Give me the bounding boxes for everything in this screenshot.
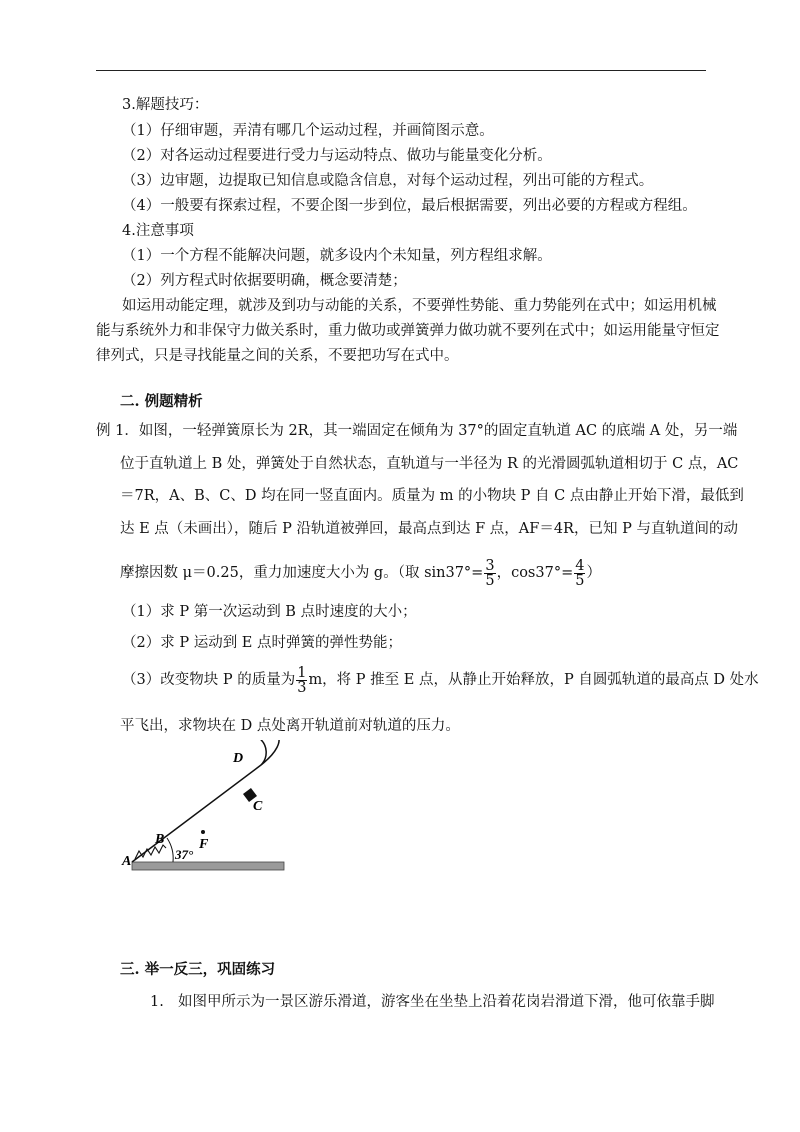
cos-fraction	[574, 559, 585, 588]
ground-base	[132, 862, 284, 870]
sin-denominator: 5	[485, 572, 495, 589]
skills-item-3: （3）边审题，边提取已知信息或隐含信息，对每个运动过程，列出可能的方程式。	[122, 173, 654, 189]
friction-text-mid: ，cos37°=	[496, 565, 574, 581]
notes-heading: 4.注意事项	[122, 223, 194, 239]
question-3	[122, 664, 759, 696]
section3-heading: 三. 举一反三，巩固练习	[120, 961, 276, 978]
skills-item-1: （1）仔细审题，弄清有哪几个运动过程，并画简图示意。	[122, 123, 494, 139]
sin-numerator: 3	[485, 557, 495, 574]
question-3-line-2: 平飞出，求物块在 D 点处离开轨道前对轨道的压力。	[120, 718, 460, 734]
notes-item-2: （2）列方程式时依据要明确，概念要清楚；	[122, 273, 407, 289]
header-rule	[96, 70, 706, 71]
skills-item-2: （2）对各运动过程要进行受力与运动特点、做功与能量变化分析。	[122, 148, 552, 164]
skills-item-4: （4）一般要有探索过程，不要企图一步到位，最后根据需要，列出必要的方程或方程组。	[122, 198, 697, 214]
q3-text-post: m，将 P 推至 E 点，从静止开始释放，P 自圆弧轨道的最高点 D 处水	[308, 672, 759, 688]
friction-text-post: ）	[586, 565, 601, 581]
label-f: F	[199, 837, 209, 852]
cos-denominator: 5	[575, 572, 585, 589]
mass-fraction	[296, 666, 307, 695]
notes-item-1: （1）一个方程不能解决问题，就多设内个未知量，列方程组求解。	[122, 248, 552, 264]
point-f-dot	[201, 830, 205, 834]
mass-numerator: 1	[297, 664, 307, 681]
cos-numerator: 4	[575, 557, 585, 574]
label-c: C	[253, 799, 263, 814]
skills-heading: 3.解题技巧：	[122, 97, 209, 113]
mass-denominator: 3	[297, 679, 307, 696]
practice-item-text: 如图甲所示为一景区游乐滑道，游客坐在坐垫上沿着花岗岩滑道下滑，他可依靠手脚	[178, 994, 715, 1010]
section2-heading: 二. 例题精析	[120, 393, 203, 410]
incline-track	[132, 765, 261, 862]
q3-text-pre: （3）改变物块 P 的质量为	[122, 672, 296, 688]
question-1: （1）求 P 第一次运动到 B 点时速度的大小；	[122, 604, 417, 620]
friction-line	[120, 557, 601, 589]
angle-label: 37°	[175, 847, 194, 862]
question-2: （2）求 P 运动到 E 点时弹簧的弹性势能；	[122, 635, 403, 651]
example-line-3: ＝7R，A、B、C、D 均在同一竖直面内。质量为 m 的小物块 P 自 C 点由静止开始下滑，最低到	[120, 488, 744, 504]
label-d: D	[233, 751, 244, 766]
notes-para-line-1: 如运用动能定理，就涉及到功与动能的关系，不要弹性势能、重力势能列在式中；如运用机械	[122, 298, 717, 314]
example-line-1: 例 1．如图，一轻弹簧原长为 2R，其一端固定在倾角为 37°的固定直轨道 AC 的底端 A 处，另一端	[96, 423, 738, 439]
example-line-2: 位于直轨道上 B 处，弹簧处于自然状态，直轨道与一半径为 R 的光滑圆弧轨道相切于 C 点，AC	[120, 456, 739, 472]
notes-para-line-2: 能与系统外力和非保守力做关系时，重力做功或弹簧弹力做功就不要列在式中；如运用能量守恒定	[96, 323, 720, 339]
label-b: B	[155, 832, 165, 847]
label-a: A	[122, 854, 132, 869]
practice-item-number: 1.	[150, 994, 164, 1010]
friction-text-pre: 摩擦因数 μ＝0.25，重力加速度大小为 g。（取 sin37°=	[120, 565, 484, 581]
example-line-4: 达 E 点（未画出），随后 P 沿轨道被弹回，最高点到达 F 点，AF＝4R，已知 P 与直轨道间的动	[120, 521, 738, 537]
sin-fraction	[484, 559, 495, 588]
incline-diagram	[115, 740, 290, 880]
notes-para-line-3: 律列式，只是寻找能量之间的关系，不要把功写在式中。	[96, 348, 459, 364]
angle-arc	[167, 838, 173, 862]
